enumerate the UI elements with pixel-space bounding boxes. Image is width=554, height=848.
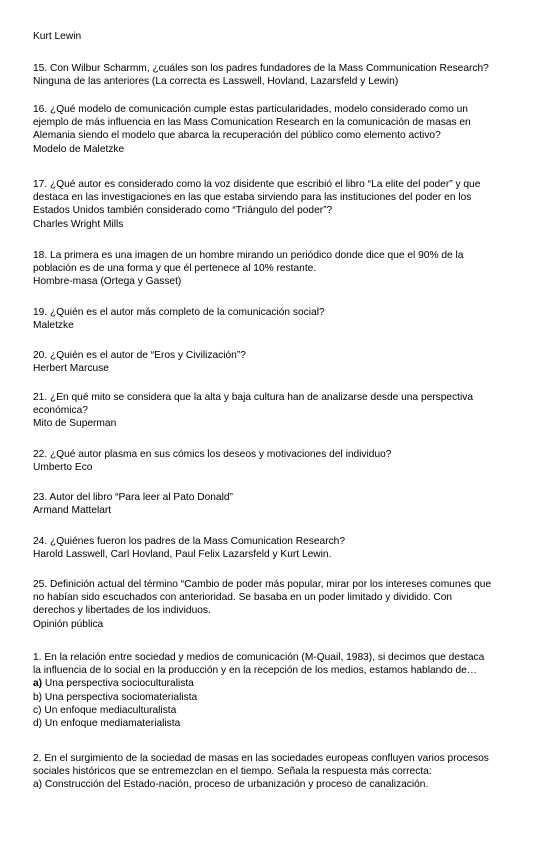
multiple-choice-1: [33, 651, 533, 730]
question-text: 1. En la relación entre sociedad y medios de comunicación (M-Quail, 1983), si decimos que destaca: [33, 652, 485, 663]
question-text: económica?: [33, 405, 88, 417]
question-text: 25. Definición actual del término “Cambio de poder más popular, mirar por los intereses comunes que: [33, 579, 492, 590]
question-text: sociales históricos que se entremezclan en el tiempo. Señala la respuesta más correcta:: [33, 766, 432, 778]
question-text: 21. ¿En qué mito se considera que la alta y baja cultura han de analizarse desde una perspectiva: [33, 392, 474, 403]
option-letter: d): [33, 718, 43, 730]
question-text: 15. Con Wilbur Scharmm, ¿cuáles son los padres fundadores de la Mass Communication Research?: [33, 63, 489, 74]
option-text: Construcción del Estado-nación, proceso de urbanización y proceso de canalización.: [42, 779, 429, 791]
question-text: 24. ¿Quiénes fueron los padres de la Mass Comunication Research?: [33, 536, 346, 547]
question-19: [33, 306, 533, 332]
option-a: [33, 677, 533, 690]
question-text: 18. La primera es una imagen de un hombre mirando un periódico donde dice que el 90% de la: [33, 250, 464, 261]
question-text: destaca en las investigaciones en las que estaba sirviendo para las instituciones del poder en los: [33, 192, 472, 204]
question-22: [33, 448, 533, 474]
question-18: [33, 249, 533, 289]
option-letter: b): [33, 691, 43, 703]
option-letter: c): [33, 704, 42, 716]
question-text: 19. ¿Quién es el autor más completo de la comunicación social?: [33, 307, 325, 318]
question-text: Alemania siendo el modelo que abarca la recuperación del público como elemento activo?: [33, 130, 441, 142]
question-21: [33, 391, 533, 431]
question-text: la influencia de lo social en la producción y en la recepción de los medios, estamos hablando de…: [33, 665, 477, 677]
question-25: [33, 578, 533, 631]
question-text: no habían sido escuchados con anterioridad. Se basaba en un poder limitado y dividido. Con: [33, 592, 453, 604]
multiple-choice-2: [33, 752, 533, 792]
question-17: [33, 178, 533, 231]
option-text: Un enfoque mediaculturalista: [41, 704, 177, 716]
question-text: 20. ¿Quién es el autor de “Eros y Civilización”?: [33, 350, 246, 361]
answer-text: Mito de Superman: [33, 418, 117, 430]
question-text: 23. Autor del libro “Para leer al Pato Donald”: [33, 492, 233, 503]
intro-text: [33, 30, 533, 43]
answer-text: Harold Lasswell, Carl Hovland, Paul Felix Lazarsfeld y Kurt Lewin.: [33, 549, 332, 561]
answer-text: Charles Wright Mills: [33, 218, 124, 230]
answer-text: Umberto Eco: [33, 462, 93, 474]
question-text: 16. ¿Qué modelo de comunicación cumple estas particularidades, modelo considerado como un: [33, 104, 468, 115]
question-text: 2. En el surgimiento de la sociedad de masas en las sociedades europeas confluyen varios procesos: [33, 753, 489, 764]
question-24: [33, 535, 533, 561]
answer-text: Ninguna de las anteriores (La correcta es Lasswell, Hovland, Lazarsfeld y Lewin): [33, 76, 399, 88]
question-text: ejemplo de más influencia en las Mass Comunication Research en la comunicación de masas en: [33, 117, 471, 129]
answer-text: Maletzke: [33, 320, 74, 332]
option-letter: a): [33, 779, 43, 791]
question-23: [33, 491, 533, 517]
option-b: [33, 691, 533, 704]
option-text: Un enfoque mediamaterialista: [42, 718, 181, 730]
option-a: [33, 778, 533, 791]
question-text: 17. ¿Qué autor es considerado como la voz disidente que escribió el libro “La elite del poder” y que: [33, 179, 481, 190]
question-text: derechos y libertades de los individuos.: [33, 605, 211, 617]
option-text: Una perspectiva socioculturalista: [42, 678, 194, 690]
option-c: [33, 704, 533, 717]
option-d: [33, 717, 533, 730]
option-text: Una perspectiva sociomaterialista: [42, 691, 198, 703]
question-text: Estados Unidos también considerado como “Triángulo del poder”?: [33, 205, 333, 217]
question-16: [33, 103, 533, 156]
answer-text: Herbert Marcuse: [33, 363, 109, 375]
question-text: 22. ¿Qué autor plasma en sus cómics los deseos y motivaciones del individuo?: [33, 449, 392, 460]
question-20: [33, 349, 533, 375]
answer-text: Opinión pública: [33, 618, 104, 630]
option-letter: a): [33, 678, 43, 690]
answer-text: Armand Mattelart: [33, 505, 112, 517]
answer-text: Hombre-masa (Ortega y Gasset): [33, 276, 182, 288]
question-text: población es de una forma y que él pertenece al 10% restante.: [33, 263, 317, 275]
intro-line: Kurt Lewin: [33, 31, 82, 42]
question-15: [33, 62, 533, 88]
answer-text: Modelo de Maletzke: [33, 143, 125, 155]
